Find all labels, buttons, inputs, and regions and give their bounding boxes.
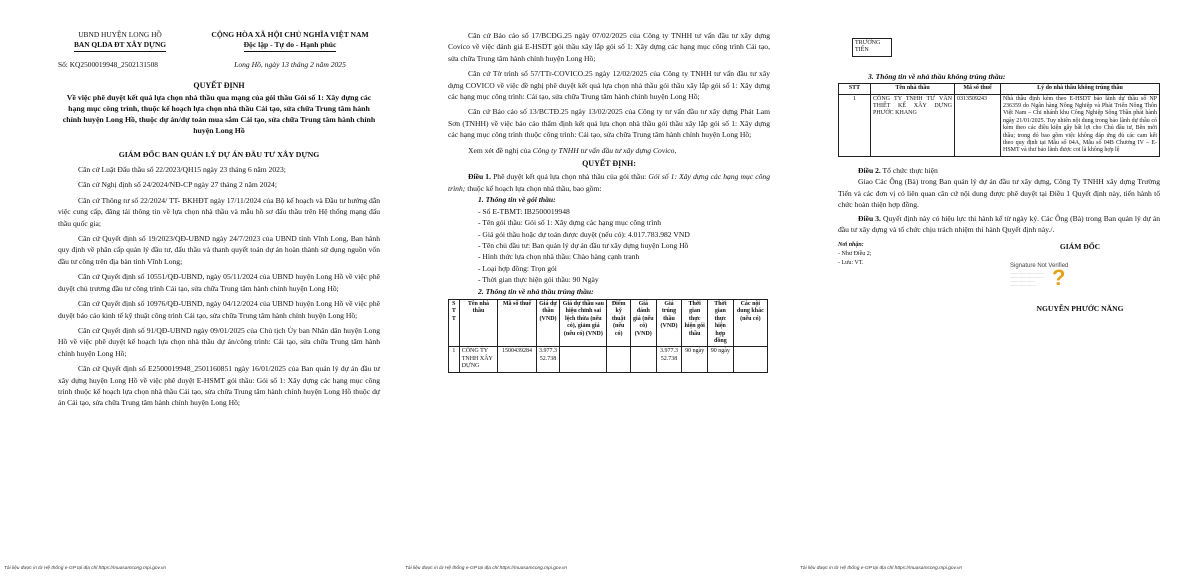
table-header-cell: STT	[839, 84, 871, 94]
agency-block	[58, 30, 182, 52]
recipients-title: Nơi nhận:	[838, 242, 864, 249]
package-info-item: - Tên gói thầu: Gói số 1: Xây dựng các hạng mục công trình	[478, 218, 662, 228]
basis-item: Căn cứ Quyết định số 19/2023/QĐ-UBND ngày 24/7/2023 của UBND tỉnh Vĩnh Long, Ban hành quy định về phân cấp quản lý đầu tư, đấu thầu và thanh quyết toán dự án hoàn thành sử dụng nguồn vốn đầu tư công trên địa bàn tỉnh Vĩnh Long;	[58, 234, 380, 266]
recipient-item: - Như Điều 2;	[838, 250, 872, 257]
table-row	[839, 94, 1160, 156]
nation-line1: CỘNG HÒA XÃ HỘI CHỦ NGHĨA VIỆT NAM	[211, 30, 369, 39]
nation-line2: Độc lập - Tự do - Hạnh phúc	[244, 40, 337, 52]
place-date: Long Hồ, ngày 13 tháng 2 năm 2025	[234, 60, 346, 69]
basis-item: Căn cứ Nghị định số 24/2024/NĐ-CP ngày 27 tháng 2 năm 2024;	[78, 180, 277, 190]
proposal-line: Xem xét đề nghị của Công ty TNHH tư vấn đầu tư xây dựng Covico,	[468, 145, 677, 155]
signer-name: NGUYỄN PHƯỚC NĂNG	[1036, 303, 1124, 313]
article-2-text: Giao Các Ông (Bà) trong Ban quản lý dự án đầu tư xây dựng, Công Ty TNHH xây dựng Trường Tiến và các đơn vị có liên quan căn cứ nội dung được phê duyệt tại Điều 1 Quyết định này, tiến hành tổ chức hoàn thiện hợp đồng.	[838, 177, 1160, 210]
basis-item: Căn cứ Quyết định số 10976/QĐ-UBND, ngày 04/12/2024 của UBND huyện Long Hồ về việc phê duyệt báo cáo kinh tế kỹ thuật công trình Cải tạo, sửa chữa Trung tâm hành chính huyện Long Hồ;	[58, 299, 380, 320]
table-row	[449, 347, 768, 372]
table-cell	[560, 347, 607, 372]
signer-title: GIÁM ĐỐC	[1059, 242, 1101, 252]
basis-item: Căn cứ Tờ trình số 57/TTr-COVICO.25 ngày 12/02/2025 của Công ty TNHH tư vấn đầu tư xây dựng COVICO về việc đề nghị phê duyệt kết quả lựa chọn nhà thầu gói thầu xây lắp gói số 1: Xây dựng các hạng mục công trình: Cải tạo, sửa chữa Trung tâm hành chính huyện Long Hồ;	[448, 69, 770, 102]
table-cell: 3.977.352.738	[656, 347, 682, 372]
table-header-cell: Tên nhà thầu	[871, 84, 955, 94]
table-cell: Nhà thầu định kèm theo E-HSDT bảo lãnh dự thầu số NP 236359 do Ngân hàng Nông Nghiệp và Phát Triển Nông Thôn Việt Nam – Chi nhánh khu Công Nghiệp Sông Thần phát hành ngày 21/01/2025. Tuy nhiên nội dung trong bảo lãnh dự thầu có kèm theo các điều kiện gây bất lợi cho Chủ đầu tư, Bên mời thầu; trong đó bao gồm việc không đáp ứng đủ các cam kết theo quy định tại Mẫu số 04A, Mẫu số 04B Chương IV – E-HSMT và thư bảo lãnh được coi là không hợp lệ	[1001, 94, 1160, 156]
table-cell: 90 ngày	[682, 347, 708, 372]
table-header-cell: Tên nhà thầu	[459, 299, 498, 346]
warning-icon: ?	[1052, 264, 1066, 290]
package-info-list	[448, 206, 770, 286]
document-number: Số: KQ2500019948_2502131508	[58, 60, 158, 69]
package-info-item: - Hình thức lựa chọn nhà thầu: Chào hàng cạnh tranh	[478, 252, 640, 262]
proposal-company: Công ty TNHH tư vấn đầu tư xây dựng Covico,	[532, 145, 677, 155]
table-header-cell: Mã số thuế	[955, 84, 1001, 94]
article-3: Điều 3. Quyết định này có hiệu lực thi hành kể từ ngày ký. Các Ông (Bà) trong Ban quản lý dự án đầu tư xây dựng và tổ chức chịu trách nhiệm thi hành Quyết định này./.	[838, 213, 1160, 234]
page-1	[58, 30, 380, 409]
table-header-row	[449, 299, 768, 346]
table-header-cell: Lý do nhà thầu không trúng thầu	[1001, 84, 1160, 94]
page-2-footer: Tài liệu được in từ Hệ thống e-GP tại địa chỉ https://muasamcong.mpi.gov.vn	[405, 566, 568, 571]
agency-line2: BAN QLDA ĐT XÂY DỰNG	[74, 40, 166, 52]
table-cell: 3.977.352.738	[536, 347, 560, 372]
table-cell	[607, 347, 631, 372]
table-header-cell: Thời gian thực hiện gói thầu	[682, 299, 708, 346]
basis-item: Căn cứ Thông tư số 22/2024/ TT- BKHĐT ngày 17/11/2024 của Bộ kế hoạch và Đầu tư hướng dẫn việc cung cấp, đăng tải thông tin về lựa chọn nhà thầu và mẫu hồ sơ đấu thầu trên Hệ thống mạng đấu thầu quốc gia;	[58, 195, 380, 228]
table-cell	[733, 347, 767, 372]
legal-basis-list	[58, 164, 380, 409]
basis-item: Căn cứ Báo cáo số 17/BCĐG.25 ngày 07/02/2025 của Công ty TNHH tư vấn đầu tư xây dựng Covico về việc đánh giá E-HSDT gói thầu xây lắp gói số 1: Xây dựng các hạng mục công trình Cải tạo, sửa chữa Trung tâm hành chính huyện Long Hồ;	[448, 31, 770, 63]
page-3-footer: Tài liệu được in từ Hệ thống e-GP tại địa chỉ https://muasamcong.mpi.gov.vn	[800, 566, 963, 571]
package-info-item: - Thời gian thực hiện gói thầu: 90 Ngày	[478, 275, 599, 285]
document-header	[58, 30, 380, 52]
decision-subject: Về việc phê duyệt kết quả lựa chọn nhà thầu qua mạng của gói thầu Gói số 1: Xây dựng các hạng mục công trình, thuộc kế hoạch lựa chọn nhà thầu Cải tạo, sửa chữa Trung tâm hành chính huyện Long Hồ, thuộc dự án/dự toán mua sắm Cải tạo, sửa chữa Trung tâm hành chính huyện Long Hồ	[62, 92, 376, 136]
loser-table	[838, 83, 1160, 157]
table-cell: 1	[839, 94, 871, 156]
table-cell: 90 ngày	[708, 347, 734, 372]
nation-block	[200, 30, 380, 52]
table-header-cell: Giá trúng thầu (VND)	[656, 299, 682, 346]
page-1-footer: Tài liệu được in từ Hệ thống e-GP tại địa chỉ https://muasamcong.mpi.gov.vn	[4, 566, 167, 571]
package-info-item: - Số E-TBMT: IB2500019948	[478, 206, 570, 216]
package-info-item: - Giá gói thầu hoặc dự toán được duyệt (nếu có): 4.017.783.982 VND	[478, 229, 690, 239]
table-cell: TRƯỜNG TIẾN	[853, 39, 892, 57]
carry-over-table	[852, 38, 892, 57]
table-cell: CÔNG TY TNHH XÂY DỰNG	[459, 347, 498, 372]
table-cell: CÔNG TY TNHH TƯ VẤN THIẾT KẾ XÂY DỰNG PHƯỚC KHANG	[871, 94, 955, 156]
basis-item: Căn cứ Báo cáo số 13/BCTĐ.25 ngày 13/02/2025 của Công ty tư vấn đầu tư xây dựng Phát Lam Sơn (TNHH) về việc báo cáo thẩm định kết quả lựa chọn nhà thầu gói thầu xây lắp gói số 1: Xây dựng các hạng mục công trình thuộc công trình: Cải tạo, sửa chữa Trung tâm hành chính huyện Long Hồ;	[448, 107, 770, 140]
table-header-cell: Mã số thuế	[498, 299, 537, 346]
basis-item: Căn cứ Luật Đấu thầu số 22/2023/QH15 ngày 23 tháng 6 năm 2023;	[78, 165, 286, 175]
package-info-item: - Loại hợp đồng: Trọn gói	[478, 263, 557, 273]
page-3	[838, 38, 1160, 314]
table-cell	[630, 347, 656, 372]
agency-line1: UBND HUYỆN LONG HỒ	[78, 30, 162, 39]
article-1: Điều 1. Phê duyệt kết quả lựa chọn nhà thầu của gói thầu: Gói số 1: Xây dựng các hạng mục công trình; thuộc kế hoạch lựa chọn nhà thầu, bao gồm:	[448, 172, 771, 193]
signature-block	[960, 241, 1160, 314]
issuing-authority: GIÁM ĐỐC BAN QUẢN LÝ DỰ ÁN ĐẦU TƯ XÂY DỰNG	[118, 149, 320, 159]
table-cell: 0313509243	[955, 94, 1001, 156]
package-info-item: - Tên chủ đầu tư: Ban quản lý dự án đầu tư xây dựng huyện Long Hồ	[478, 240, 689, 250]
page-2	[448, 30, 770, 373]
table-header-cell: Điểm kỹ thuật (nếu có)	[607, 299, 631, 346]
section-1-title: 1. Thông tin về gói thầu:	[478, 195, 556, 205]
signature-stamp: Signature Not Verified ...................................... ...................................... ............................ ............................. ?	[1010, 262, 1069, 290]
table-header-cell: S T T	[449, 299, 460, 346]
section-2-title: 2. Thông tin về nhà thầu trúng thầu:	[478, 286, 594, 296]
recipients-block	[838, 241, 948, 314]
decides-heading: QUYẾT ĐỊNH:	[582, 159, 636, 169]
table-cell: 1	[449, 347, 460, 372]
table-cell: 1500439284	[498, 347, 537, 372]
winner-table	[448, 299, 768, 373]
basis-item: Căn cứ Quyết định số 91/QĐ-UBND ngày 09/01/2025 của Chủ tịch Ủy ban Nhân dân huyện Long Hồ về việc phê duyệt kế hoạch lựa chọn nhà thầu dự án/công trình: Cải tạo, sửa chữa Trung tâm hành chính huyện Long Hồ;	[58, 325, 380, 358]
basis-item: Căn cứ Quyết định số E2500019948_2501160851 ngày 16/01/2025 của Ban quản lý dự án đầu tư xây dựng huyện Long Hồ về việc phê duyệt E-HSMT gói thầu: Gói số 1: Xây dựng các hạng mục công trình thuộc kế hoạch lựa chọn nhà thầu Cải tạo, sửa chữa Trung tâm hành chính huyện Long Hồ thuộc dự án Cải tạo, sửa chữa Trung tâm hành chính huyện Long Hồ;	[58, 364, 380, 408]
section-3-title: 3. Thông tin về nhà thầu không trúng thầu:	[868, 71, 1006, 81]
table-header-cell: Giá dự thầu sau hiệu chỉnh sai lệch thừa (nếu có), giảm giá (nếu có) (VND)	[560, 299, 607, 346]
decision-title: QUYẾT ĐỊNH	[193, 81, 245, 91]
article-2-heading: Điều 2. Tổ chức thực hiện	[858, 165, 938, 175]
basis-item: Căn cứ Quyết định số 10551/QĐ-UBND, ngày 05/11/2024 của UBND huyện Long Hồ về việc phê duyệt chủ trương đầu tư công trình Cải tạo, sửa chữa Trung tâm hành chính huyện Long Hồ;	[58, 272, 380, 293]
table-header-cell: Giá dự thầu (VND)	[536, 299, 560, 346]
table-header-row	[839, 84, 1160, 94]
table-header-cell: Giá đánh giá (nếu có) (VND)	[630, 299, 656, 346]
signature-status: Signature Not Verified	[1010, 262, 1069, 269]
recipient-item: - Lưu: VT.	[838, 259, 864, 266]
table-header-cell: Các nội dung khác (nếu có)	[733, 299, 767, 346]
table-header-cell: Thời gian thực hiện hợp đồng	[708, 299, 734, 346]
